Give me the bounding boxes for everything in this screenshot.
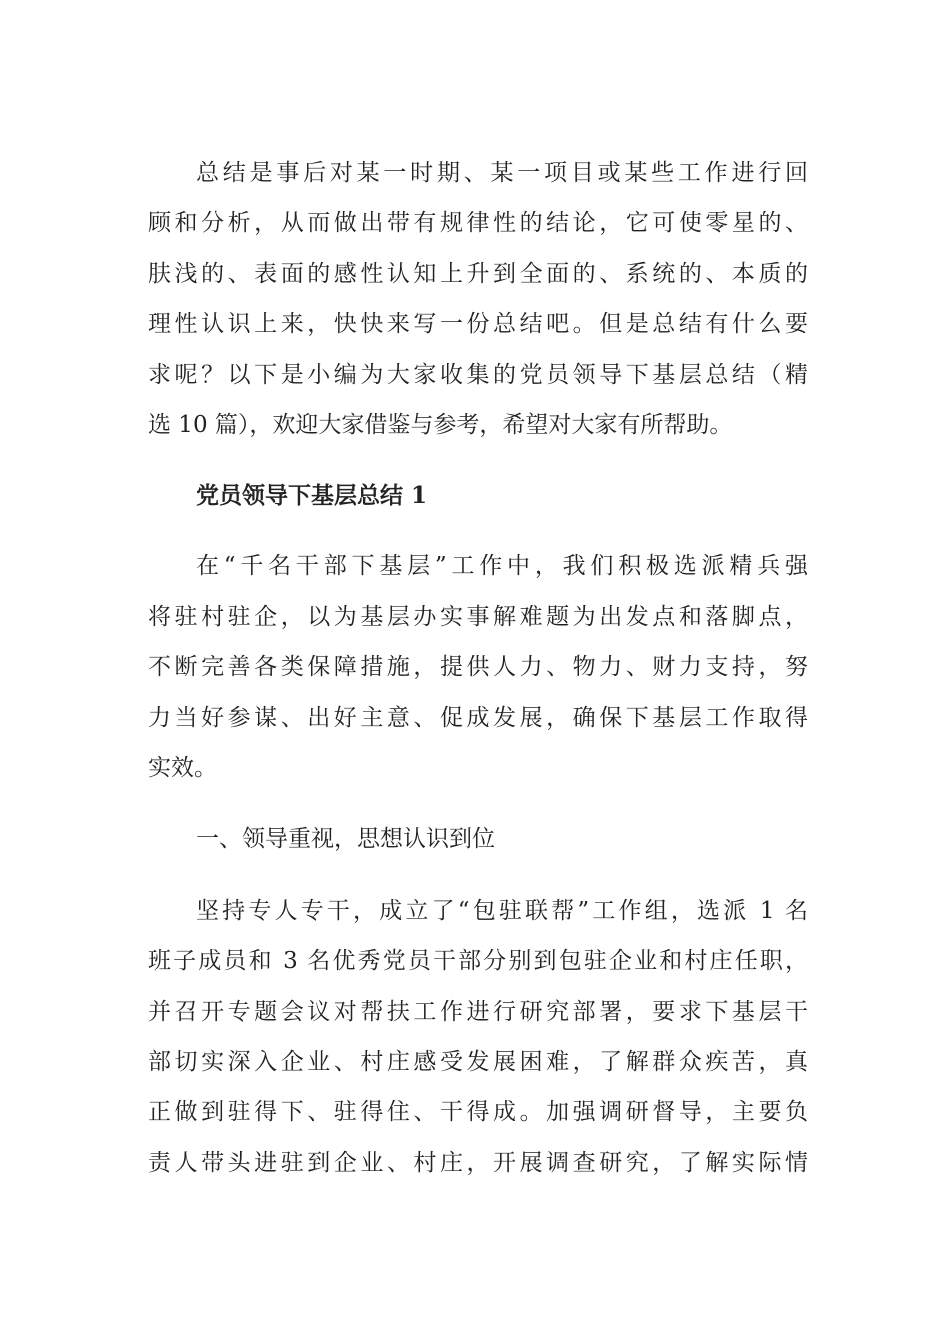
- paragraph-line: 并召开专题会议对帮扶工作进行研究部署，要求下基层干: [148, 999, 808, 1025]
- paragraph-line: 责人带头进驻到企业、村庄，开展调查研究，了解实际情: [148, 1150, 808, 1176]
- intro-line: 肤浅的、表面的感性认知上升到全面的、系统的、本质的: [148, 261, 808, 287]
- paragraph-line: 部切实深入企业、村庄感受发展困难，了解群众疾苦，真: [148, 1049, 808, 1075]
- paragraph-line: 实效。: [148, 755, 217, 781]
- paragraph-line: 正做到驻得下、驻得住、干得成。加强调研督导，主要负: [148, 1099, 808, 1125]
- paragraph-line: 在“千名干部下基层”工作中，我们积极选派精兵强: [196, 553, 808, 579]
- intro-line: 理性认识上来，快快来写一份总结吧。但是总结有什么要: [148, 311, 808, 337]
- intro-line: 求呢？以下是小编为大家收集的党员领导下基层总结（精: [148, 362, 808, 388]
- paragraph-line: 将驻村驻企，以为基层办实事解难题为出发点和落脚点，: [148, 604, 808, 630]
- paragraph-line: 坚持专人专干，成立了“包驻联帮”工作组，选派 1 名: [196, 898, 808, 924]
- paragraph-line: 不断完善各类保障措施，提供人力、物力、财力支持，努: [148, 654, 808, 680]
- intro-line: 选 10 篇），欢迎大家借鉴与参考，希望对大家有所帮助。: [148, 412, 733, 438]
- intro-line: 总结是事后对某一时期、某一项目或某些工作进行回: [196, 160, 808, 186]
- section-subheading: 一、领导重视，思想认识到位: [196, 826, 495, 852]
- section-title: 党员领导下基层总结 1: [196, 482, 428, 509]
- intro-line: 顾和分析，从而做出带有规律性的结论，它可使零星的、: [148, 210, 808, 236]
- paragraph-line: 力当好参谋、出好主意、促成发展，确保下基层工作取得: [148, 705, 808, 731]
- paragraph-line: 班子成员和 3 名优秀党员干部分别到包驻企业和村庄任职，: [148, 948, 808, 974]
